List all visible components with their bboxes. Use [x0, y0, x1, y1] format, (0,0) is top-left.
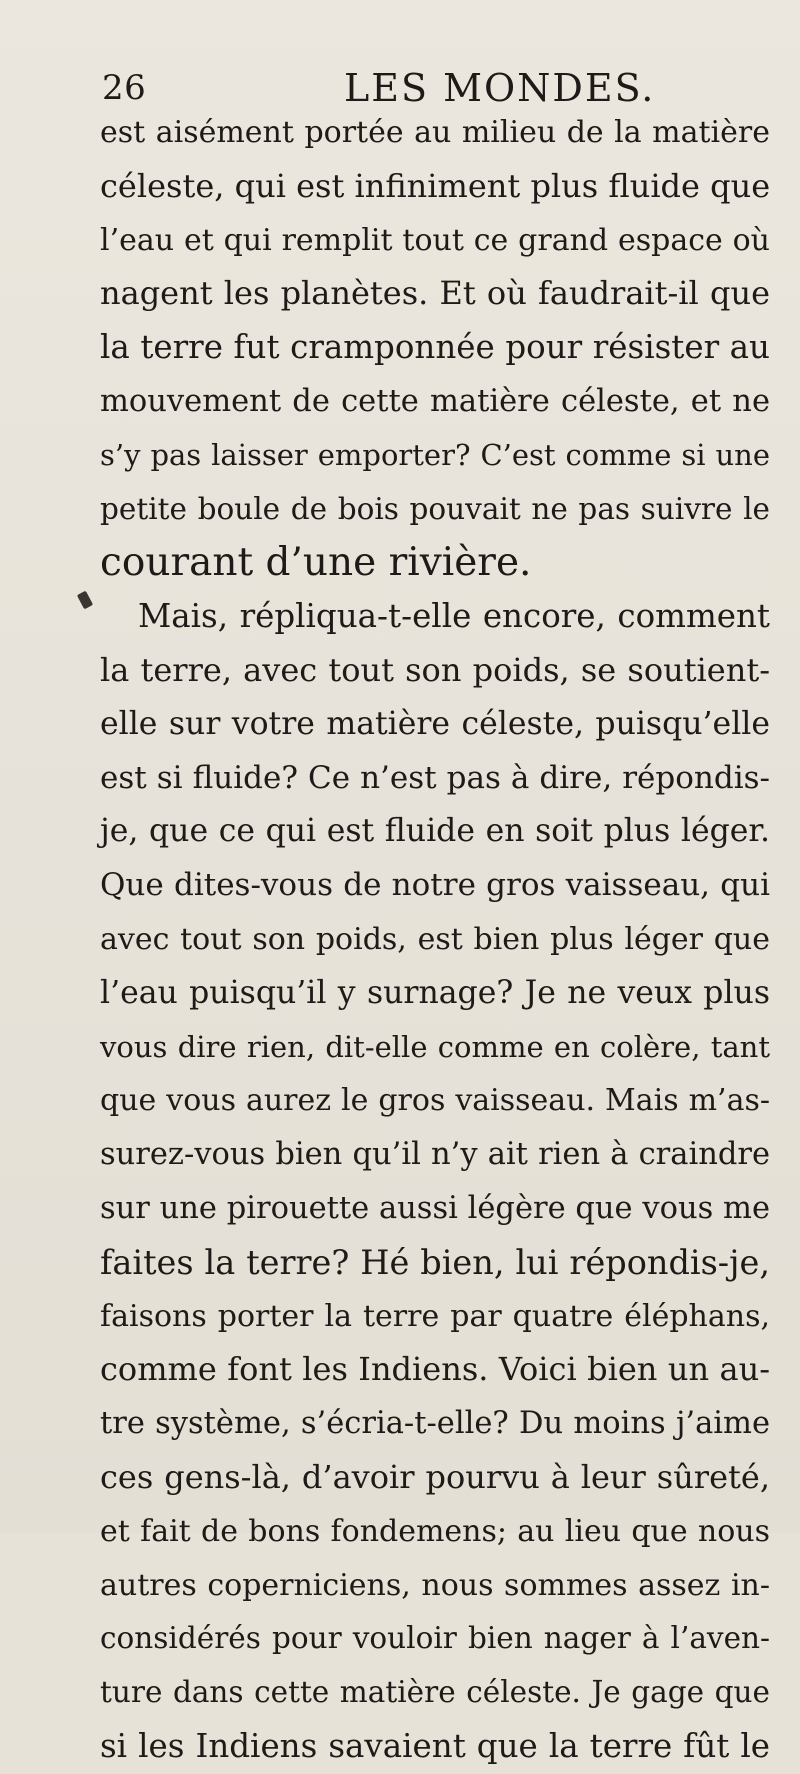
text-line: nagent les planètes. Et où faudrait-il que — [100, 274, 770, 313]
text-line: sur une pirouette aussi légère que vous me — [100, 1190, 770, 1226]
text-line: elle sur votre matière céleste, puisqu’elle — [100, 705, 770, 742]
text-line: est si fluide? Ce n’est pas à dire, répondis- — [100, 759, 770, 796]
text-line: la terre, avec tout son poids, se soutient- — [100, 650, 770, 689]
text-line: la terre fut cramponnée pour résister au — [100, 328, 770, 367]
margin-ink-mark — [77, 591, 93, 610]
text-line: céleste, qui est infiniment plus fluide que — [100, 166, 771, 205]
text-line: faisons porter la terre par quatre éléphans, — [100, 1298, 770, 1334]
paragraph-start-line: Mais, répliqua-t-elle encore, comment — [138, 597, 770, 636]
text-line: est aisément portée au milieu de la matière — [100, 115, 770, 150]
text-line: considérés pour vouloir bien nager à l’aven- — [100, 1621, 770, 1656]
text-line: ces gens-là, d’avoir pourvu à leur sûreté, — [100, 1457, 770, 1496]
text-line: vous dire rien, dit-elle comme en colère, tant — [100, 1029, 770, 1064]
running-head: LES MONDES. — [344, 66, 656, 110]
text-line: l’eau puisqu’il y surnage? Je ne veux plus — [100, 974, 770, 1011]
text-line: Que dites-vous de notre gros vaisseau, qui — [100, 867, 770, 904]
text-line: faites la terre? Hé bien, lui répondis-je, — [100, 1242, 770, 1282]
text-line: petite boule de bois pouvait ne pas suivre le — [100, 491, 770, 526]
text-line: et fait de bons fondemens; au lieu que nous — [100, 1513, 770, 1549]
paragraph-end-line: courant d’une rivière. — [100, 540, 532, 586]
text-line: autres coperniciens, nous sommes assez in- — [100, 1567, 770, 1603]
text-line: tre système, s’écria-t-elle? Du moins j’aime — [100, 1406, 770, 1442]
text-line: l’eau et qui remplit tout ce grand espace où — [100, 222, 770, 258]
page-number: 26 — [102, 68, 147, 108]
text-line: mouvement de cette matière céleste, et ne — [100, 383, 770, 419]
text-line: je, que ce qui est fluide en soit plus léger. — [100, 813, 770, 850]
body-text — [100, 106, 770, 1774]
text-line: avec tout son poids, est bien plus léger que — [100, 921, 770, 957]
text-line: si les Indiens savaient que la terre fût le — [100, 1726, 770, 1765]
text-line: comme font les Indiens. Voici bien un au- — [100, 1350, 770, 1389]
text-line: ture dans cette matière céleste. Je gage que — [100, 1675, 770, 1710]
text-line: que vous aurez le gros vaisseau. Mais m’as- — [100, 1083, 770, 1119]
text-line: s’y pas laisser emporter? C’est comme si une — [100, 437, 770, 472]
text-line: surez-vous bien qu’il n’y ait rien à craindre — [100, 1137, 770, 1173]
